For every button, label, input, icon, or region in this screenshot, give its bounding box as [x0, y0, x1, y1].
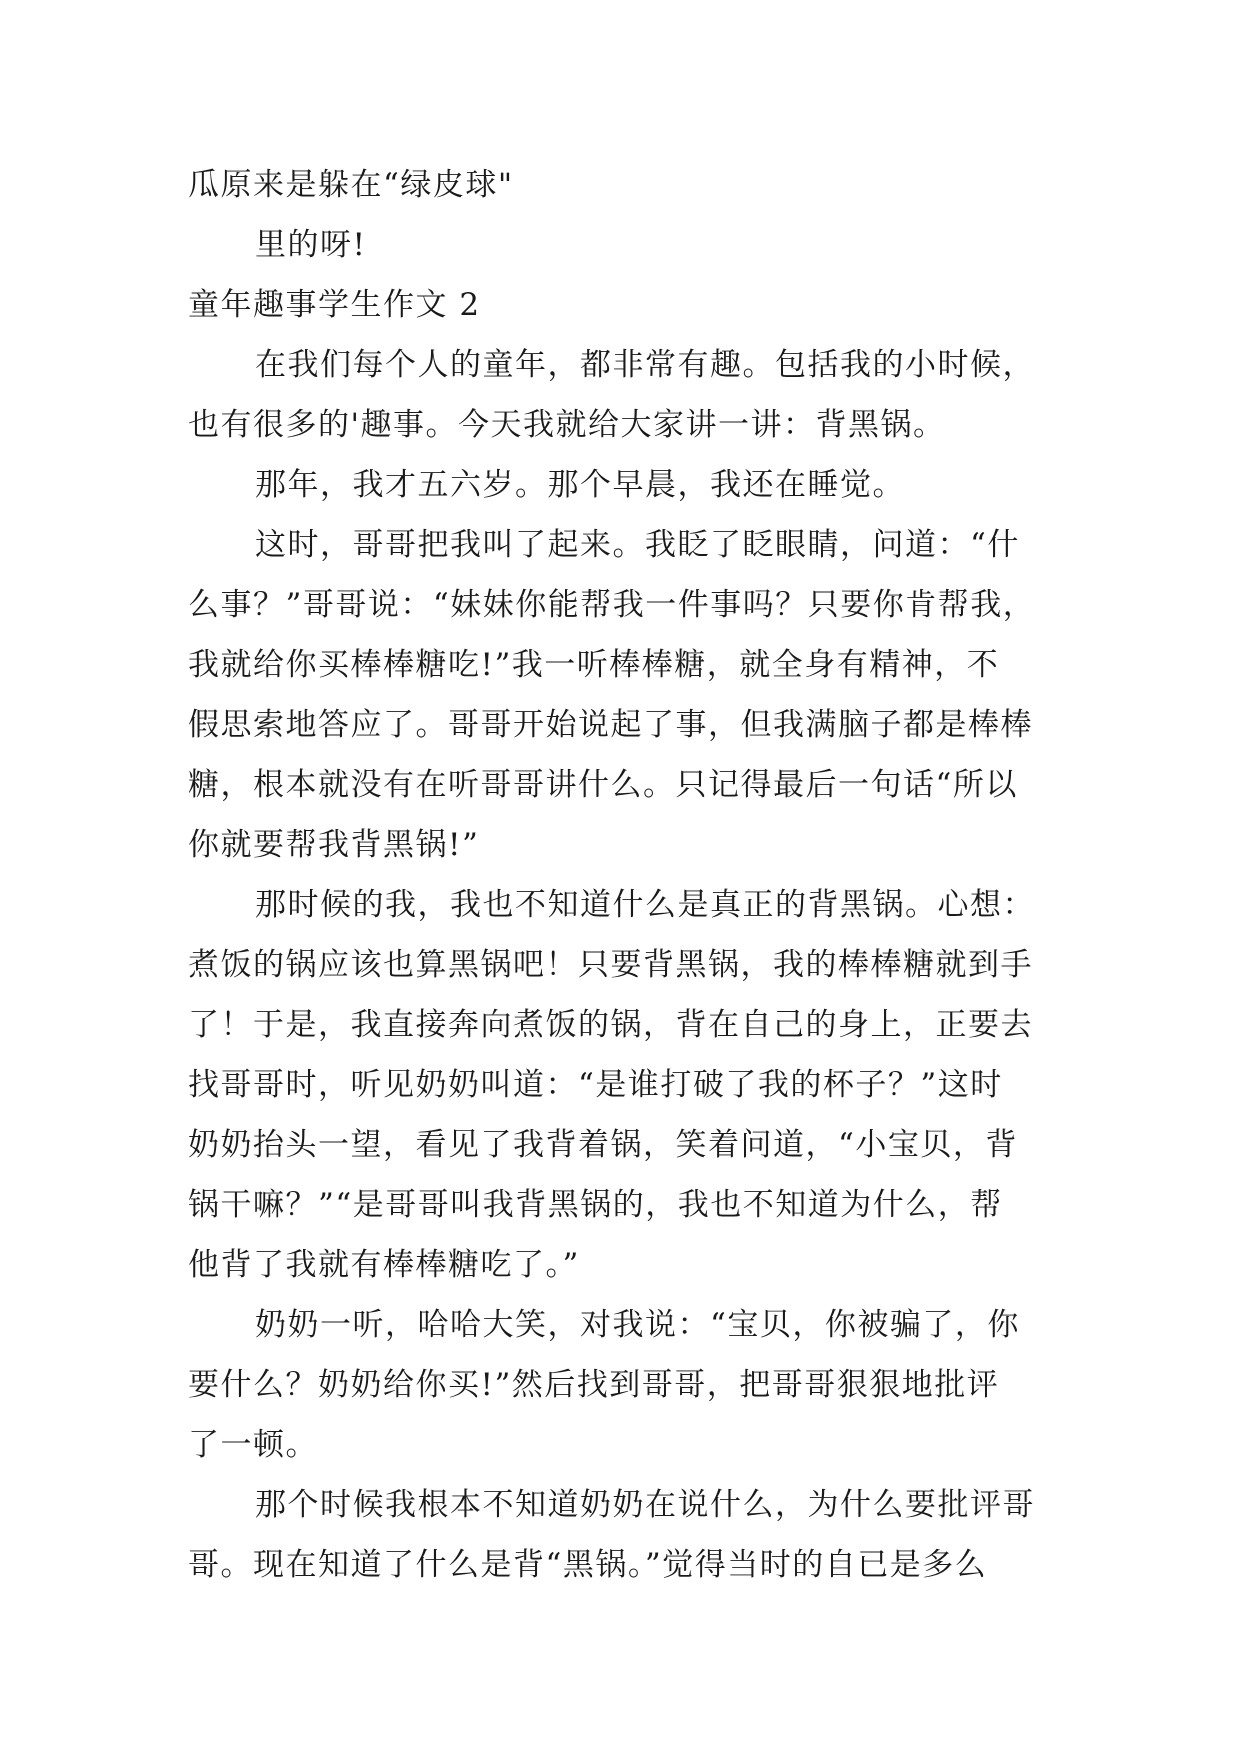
text-line: 糖，根本就没有在听哥哥讲什么。只记得最后一句话“所以 — [188, 767, 1018, 803]
text-line: 也有很多的'趣事。今天我就给大家讲一讲：背黑锅。 — [188, 407, 946, 443]
text-line: 煮饭的锅应该也算黑锅吧！只要背黑锅，我的棒棒糖就到手 — [188, 947, 1033, 983]
document-page — [188, 155, 1058, 1595]
text-line: 瓜原来是躲在“绿皮球" — [188, 167, 514, 203]
text-line: 要什么？奶奶给你买!”然后找到哥哥，把哥哥狠狠地批评 — [188, 1367, 1000, 1403]
text-line: 锅干嘛？”“是哥哥叫我背黑锅的，我也不知道为什么，帮 — [188, 1187, 1003, 1223]
text-line: 里的呀! — [255, 227, 367, 263]
text-line: 在我们每个人的童年，都非常有趣。包括我的小时候， — [255, 347, 1035, 383]
text-line: 了一顿。 — [188, 1427, 318, 1463]
text-line: 我就给你买棒棒糖吃!”我一听棒棒糖，就全身有精神，不 — [188, 647, 1000, 683]
section-title: 童年趣事学生作文 2 — [188, 287, 481, 323]
text-line: 那年，我才五六岁。那个早晨，我还在睡觉。 — [255, 467, 905, 503]
text-line: 了！于是，我直接奔向煮饭的锅，背在自己的身上，正要去 — [188, 1007, 1033, 1043]
text-line: 找哥哥时，听见奶奶叫道：“是谁打破了我的杯子？”这时 — [188, 1067, 1003, 1103]
text-line: 假思索地答应了。哥哥开始说起了事，但我满脑子都是棒棒 — [188, 707, 1033, 743]
text-line: 奶奶一听，哈哈大笑，对我说：“宝贝，你被骗了，你 — [255, 1307, 1020, 1343]
text-line: 那个时候我根本不知道奶奶在说什么，为什么要批评哥 — [255, 1487, 1035, 1523]
text-line: 么事？”哥哥说：“妹妹你能帮我一件事吗？只要你肯帮我， — [188, 587, 1036, 623]
text-line: 哥。现在知道了什么是背“黑锅。”觉得当时的自已是多么 — [188, 1547, 988, 1583]
text-line: 这时，哥哥把我叫了起来。我眨了眨眼睛，问道：“什 — [255, 527, 1020, 563]
text-line: 那时候的我，我也不知道什么是真正的背黑锅。心想： — [255, 887, 1035, 923]
text-line: 他背了我就有棒棒糖吃了。” — [188, 1247, 580, 1283]
text-line: 你就要帮我背黑锅!” — [188, 827, 480, 863]
text-line: 奶奶抬头一望，看见了我背着锅，笑着问道，“小宝贝，背 — [188, 1127, 1018, 1163]
